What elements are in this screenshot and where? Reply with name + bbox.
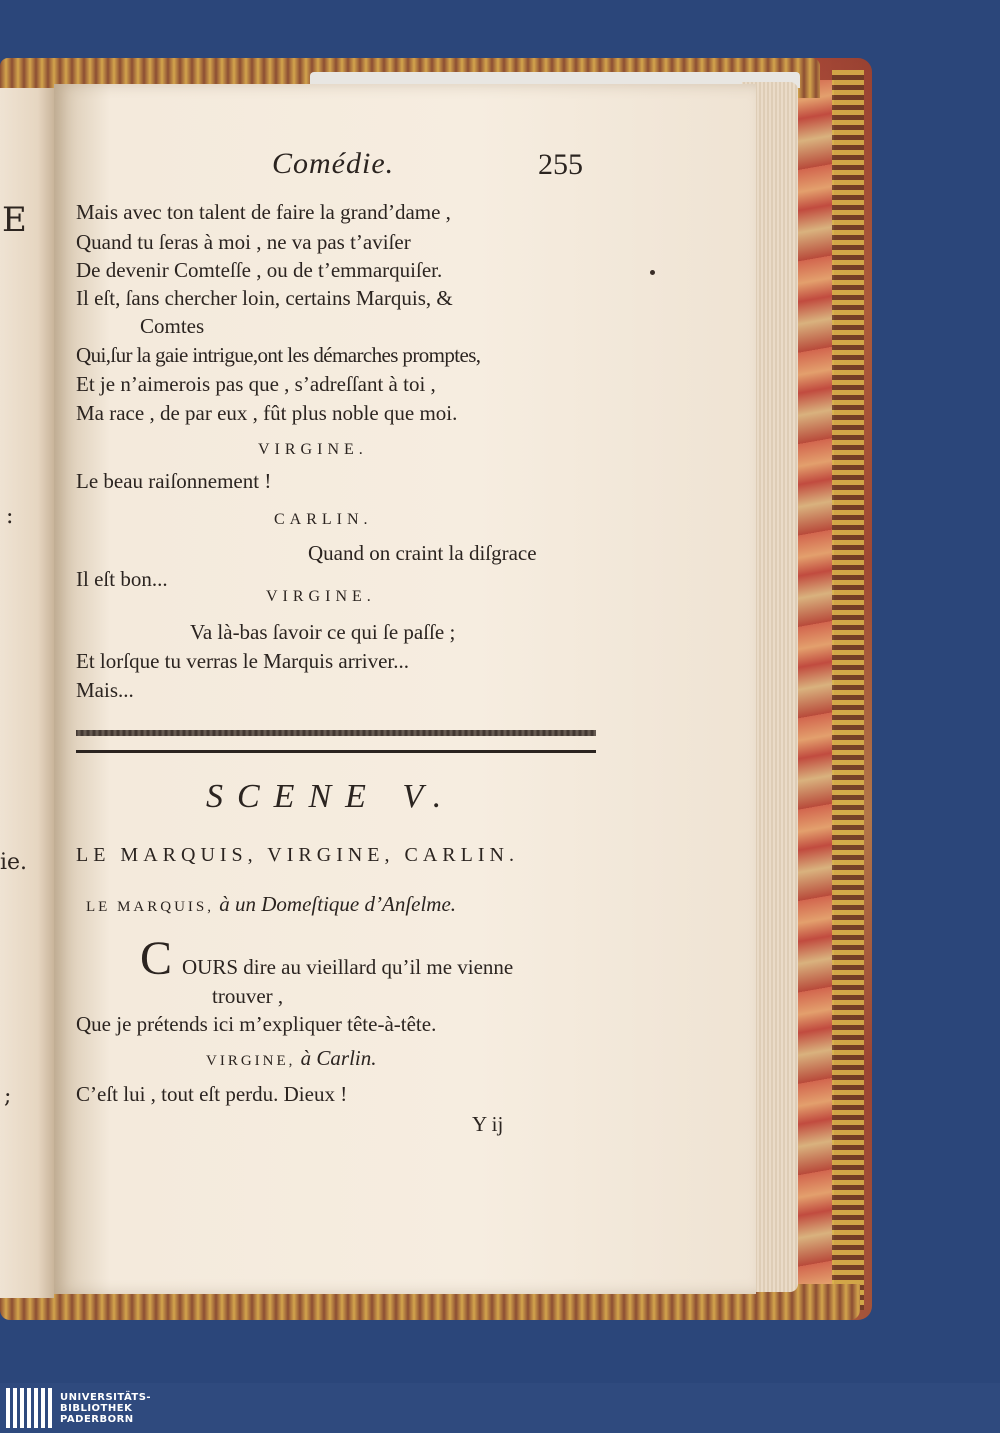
dialogue-line: Et lorſque tu verras le Marquis arriver... <box>76 649 409 673</box>
left-page-fragment: ; <box>4 1084 12 1109</box>
verse-line: Comtes <box>140 314 205 338</box>
library-logo-text <box>60 1392 151 1425</box>
stage-heading <box>206 1046 377 1071</box>
dialogue-line: C’eſt lui , tout eſt perdu. Dieux ! <box>76 1082 348 1106</box>
left-page-fragment: : <box>6 504 14 529</box>
verse-line: De devenir Comteſſe , ou de t’emmarquiſer. <box>76 258 443 282</box>
dialogue-line: Quand on craint la diſgrace <box>308 541 537 565</box>
speaker-name: VIRGINE. <box>258 441 368 458</box>
scene-title: SCENE V. <box>206 778 456 815</box>
verse-line: Mais avec ton talent de faire la grand’dame , <box>76 200 451 224</box>
left-page-sliver <box>0 88 54 1298</box>
dialogue-line: Va là-bas ſavoir ce qui ſe paſſe ; <box>190 620 456 644</box>
verse-line: Quand tu ſeras à moi , ne va pas t’aviſer <box>76 230 411 254</box>
verse-line: Il eſt, ſans chercher loin, certains Marquis, & <box>76 286 453 310</box>
footer-bar <box>0 1383 1000 1433</box>
left-page-fragment: ie. <box>0 850 28 875</box>
dialogue-line: Mais... <box>76 678 134 702</box>
signature-mark: Y ij <box>472 1112 504 1136</box>
speaker-name: CARLIN. <box>274 511 373 528</box>
speaker-name: VIRGINE. <box>266 588 376 605</box>
drop-cap: C <box>140 932 173 985</box>
dialogue-line: OURS dire au vieillard qu’il me vienne <box>182 955 514 979</box>
divider-rule <box>76 750 596 753</box>
speaker-name: VIRGINE, <box>206 1053 296 1069</box>
ink-speck <box>650 270 655 275</box>
dramatis-personae: LE MARQUIS, VIRGINE, CARLIN. <box>76 844 519 866</box>
dialogue-line: Le beau raiſonnement ! <box>76 469 272 493</box>
ornamental-rule <box>76 730 596 736</box>
verse-line: Et je n’aimerois pas que , s’adreſſant à toi , <box>76 372 436 396</box>
stage-direction: à Carlin. <box>300 1046 377 1070</box>
verse-line: Qui,ſur la gaie intrigue,ont les démarches promptes, <box>76 343 481 367</box>
logo-line: BIBLIOTHEK <box>60 1402 133 1414</box>
verse-line: Ma race , de par eux , fût plus noble que moi. <box>76 401 458 425</box>
stage-heading <box>86 892 456 917</box>
gilt-edge-decoration <box>832 70 864 1310</box>
speaker-name: LE MARQUIS, <box>86 899 215 915</box>
dialogue-line: Que je prétends ici m’expliquer tête-à-tête. <box>76 1012 437 1036</box>
library-logo-icon <box>6 1388 52 1428</box>
dialogue-line: Il eſt bon... <box>76 567 168 591</box>
page-number: 255 <box>538 148 583 181</box>
logo-line: PADERBORN <box>60 1413 134 1425</box>
left-page-fragment: E <box>2 200 27 240</box>
stage-direction: à un Domeſtique d’Anſelme. <box>219 892 457 916</box>
running-head: Comédie. <box>272 147 395 180</box>
logo-line: UNIVERSITÄTS- <box>60 1391 152 1403</box>
dialogue-line: trouver , <box>212 984 284 1008</box>
